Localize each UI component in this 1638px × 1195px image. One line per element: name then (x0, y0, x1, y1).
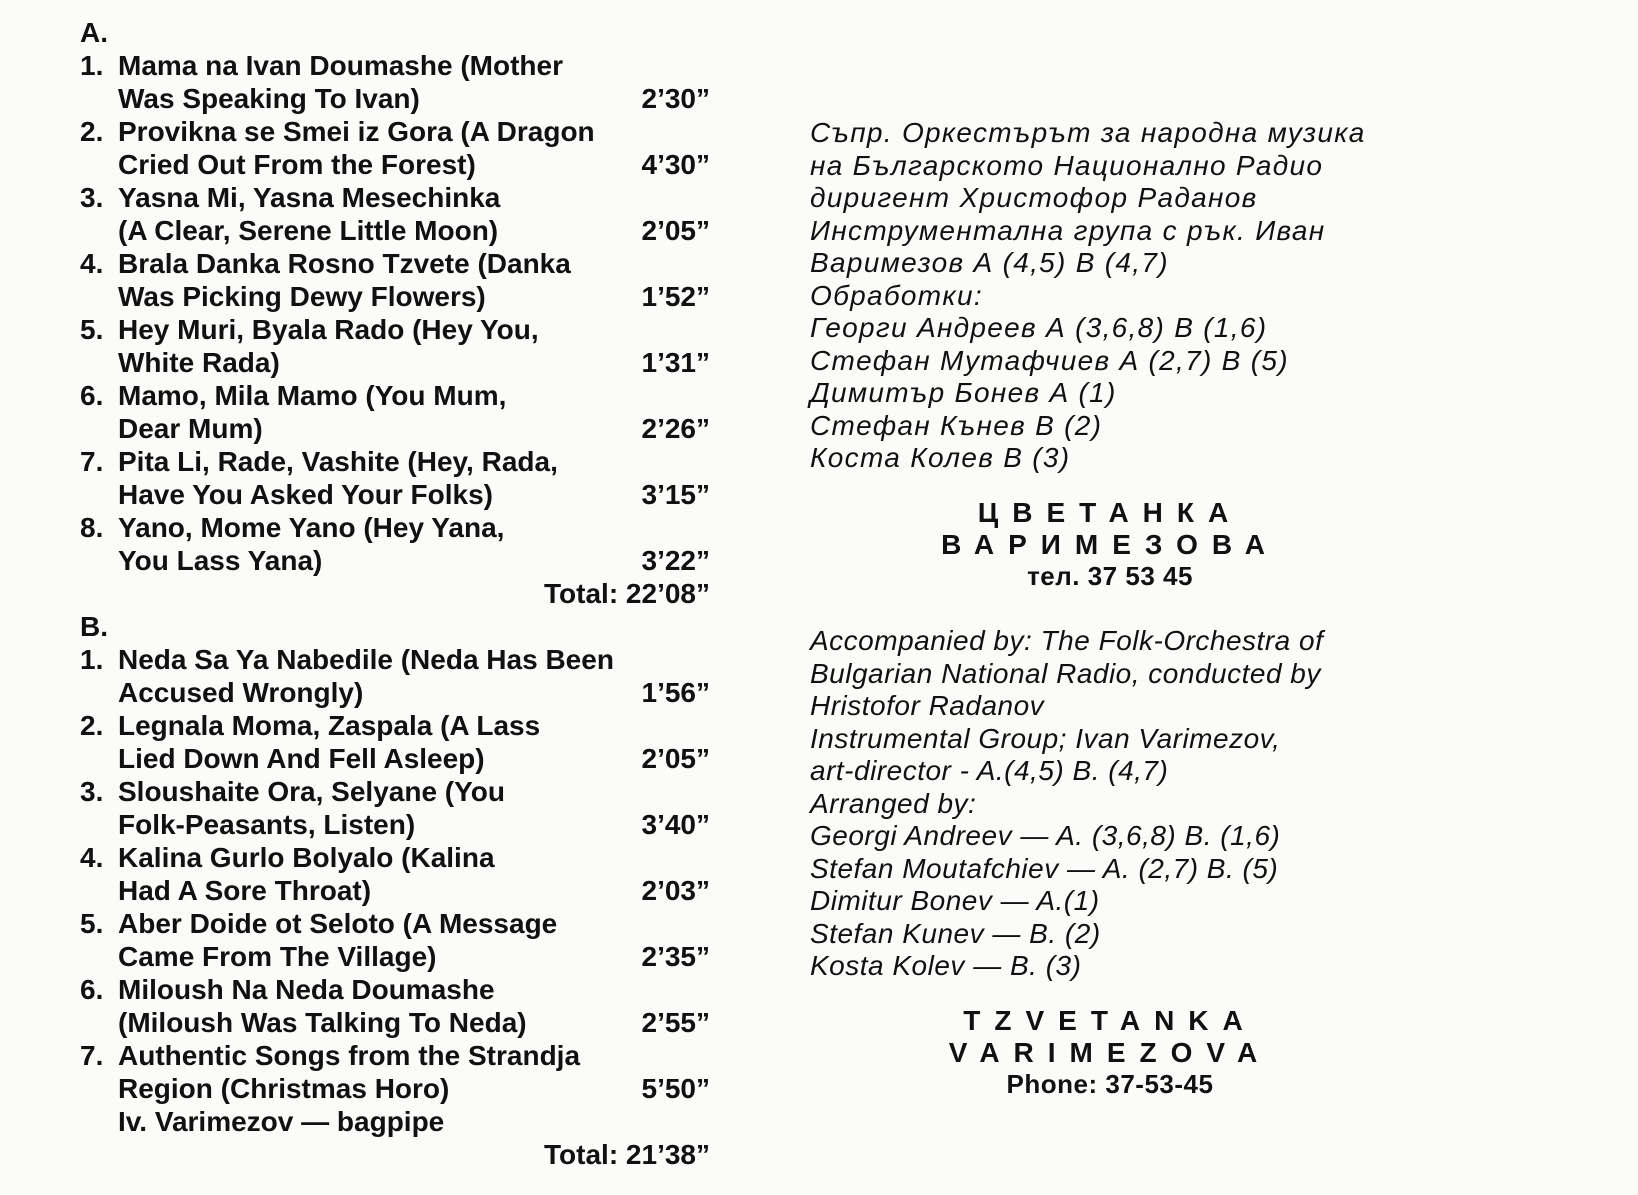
track-number: 1. (80, 644, 104, 675)
track-title-cont: Was Picking Dewy Flowers) (118, 281, 486, 312)
track-number: 5. (80, 908, 104, 939)
track-b2 (80, 709, 710, 775)
track-b7 (80, 1039, 710, 1138)
credit-line: диригент Христофор Раданов (810, 182, 1258, 213)
credit-line: на Българското Национално Радио (810, 149, 1324, 181)
side-b-label: B. (80, 611, 108, 642)
track-duration: 2’05” (641, 215, 710, 246)
track-a5 (80, 313, 710, 379)
track-a8 (80, 511, 710, 577)
track-duration: 2’26” (641, 413, 710, 444)
track-title-cont: (Miloush Was Talking To Neda) (118, 1007, 527, 1038)
track-title-cont: Folk-Peasants, Listen) (118, 809, 416, 840)
credit-line: Bulgarian National Radio, conducted by (810, 657, 1321, 689)
track-title-cont: Have You Asked Your Folks) (118, 479, 494, 510)
track-duration: 2’05” (641, 743, 710, 774)
track-title: Legnala Moma, Zaspala (A Lass (118, 710, 541, 741)
track-duration: 2’55” (641, 1007, 710, 1038)
track-title-cont: Had A Sore Throat) (118, 875, 372, 906)
track-title-cont: (A Clear, Serene Little Moon) (118, 215, 499, 246)
credit-line: Stefan Moutafchiev — A. (2,7) B. (5) (810, 852, 1279, 884)
track-duration: 3’22” (641, 545, 710, 576)
credit-line: Обработки: (810, 279, 983, 311)
track-number: 2. (80, 710, 104, 741)
credit-line: Коста Колев В (3) (810, 442, 1071, 473)
track-title: Yano, Mome Yano (Hey Yana, (118, 512, 505, 543)
track-b6 (80, 973, 710, 1039)
side-b-tracks (80, 643, 710, 1138)
track-duration: 3’15” (641, 479, 710, 510)
credit-line: Arranged by: (810, 787, 977, 819)
track-number: 3. (80, 182, 104, 213)
artist-block-english (810, 1005, 1410, 1100)
track-title-cont: Dear Mum) (118, 413, 263, 444)
track-title-cont: Cried Out From the Forest) (118, 149, 476, 180)
track-b5 (80, 907, 710, 973)
track-title: Kalina Gurlo Bolyalo (Kalina (118, 842, 495, 873)
track-title-cont: Accused Wrongly) (118, 677, 364, 708)
track-a6 (80, 379, 710, 445)
track-title: Mamo, Mila Mamo (You Mum, (118, 380, 507, 411)
track-a2 (80, 115, 710, 181)
side-a-tracks (80, 49, 710, 577)
credit-line: Georgi Andreev — A. (3,6,8) B. (1,6) (810, 820, 1281, 851)
tracklist (80, 16, 710, 1171)
credit-line: Димитър Бонев А (1) (810, 377, 1117, 408)
track-a4 (80, 247, 710, 313)
artist-name: ЦВЕТАНКА ВАРИМЕЗОВА (941, 497, 1279, 560)
track-duration: 5’50” (641, 1073, 710, 1104)
track-number: 5. (80, 314, 104, 345)
credit-line: Kosta Kolev — B. (3) (810, 950, 1082, 981)
credit-line: Hristofor Radanov (810, 690, 1045, 721)
credit-line: Accompanied by: The Folk-Orchestra of (810, 625, 1324, 656)
track-b1 (80, 643, 710, 709)
track-number: 7. (80, 1040, 104, 1071)
track-title-cont: Lied Down And Fell Asleep) (118, 743, 485, 774)
track-title-cont: You Lass Yana) (118, 545, 323, 576)
track-title: Pita Li, Rade, Vashite (Hey, Rada, (118, 446, 558, 477)
artist-phone: тел. 37 53 45 (1027, 561, 1193, 591)
track-a7 (80, 445, 710, 511)
track-title: Sloushaite Ora, Selyane (You (118, 776, 505, 807)
side-a-total: Total: 22’08” (544, 578, 710, 609)
artist-name: TZVETANKA VARIMEZOVA (948, 1005, 1272, 1068)
artist-block-bulgarian (810, 497, 1410, 592)
credit-line: Съпр. Оркестърът за народна музика (810, 117, 1366, 148)
track-title: Authentic Songs from the Strandja (118, 1040, 581, 1071)
track-b4 (80, 841, 710, 907)
track-a1 (80, 49, 710, 115)
artist-phone: Phone: 37-53-45 (1006, 1069, 1214, 1099)
track-title: Miloush Na Neda Doumashe (118, 974, 495, 1005)
track-duration: 1’31” (641, 347, 710, 378)
track-duration: 2’30” (641, 83, 710, 114)
credit-line: Георги Андреев А (3,6,8) В (1,6) (810, 312, 1268, 343)
track-number: 3. (80, 776, 104, 807)
credit-line: Instrumental Group; Ivan Varimezov, (810, 722, 1281, 754)
track-title: Hey Muri, Byala Rado (Hey You, (118, 314, 539, 345)
credit-line: Стефан Мутафчиев А (2,7) В (5) (810, 344, 1289, 376)
track-title-cont: Region (Christmas Horo) (118, 1073, 450, 1104)
track-number: 4. (80, 248, 104, 279)
track-duration: 1’52” (641, 281, 710, 312)
track-title: Yasna Mi, Yasna Mesechinka (118, 182, 501, 213)
side-b-total: Total: 21’38” (544, 1139, 710, 1170)
track-b3 (80, 775, 710, 841)
credit-line: Stefan Kunev — B. (2) (810, 917, 1101, 949)
credit-line: art-director - A.(4,5) B. (4,7) (810, 755, 1169, 786)
credit-line: Варимезов А (4,5) В (4,7) (810, 247, 1169, 278)
credit-line: Инструментална група с рък. Иван (810, 214, 1326, 246)
track-title: Brala Danka Rosno Tzvete (Danka (118, 248, 571, 279)
track-title-cont: Was Speaking To Ivan) (118, 83, 420, 114)
credit-line: Dimitur Bonev — A.(1) (810, 885, 1100, 916)
side-a-label: A. (80, 17, 108, 48)
track-number: 8. (80, 512, 104, 543)
track-title: Provikna se Smei iz Gora (A Dragon (118, 116, 595, 147)
track-title: Neda Sa Ya Nabedile (Neda Has Been (118, 644, 614, 675)
track-duration: 2’35” (641, 941, 710, 972)
credits-bulgarian (810, 117, 1450, 475)
track-number: 1. (80, 50, 104, 81)
track-performer-note: Iv. Varimezov — bagpipe (118, 1106, 445, 1137)
track-title-cont: White Rada) (118, 347, 280, 378)
track-number: 4. (80, 842, 104, 873)
credit-line: Стефан Кънев В (2) (810, 409, 1103, 441)
track-duration: 2’03” (641, 875, 710, 906)
track-title: Mama na Ivan Doumashe (Mother (118, 50, 563, 81)
track-number: 2. (80, 116, 104, 147)
track-duration: 1’56” (641, 677, 710, 708)
track-number: 7. (80, 446, 104, 477)
track-duration: 4’30” (641, 149, 710, 180)
track-title: Aber Doide ot Seloto (A Message (118, 908, 558, 939)
track-number: 6. (80, 974, 104, 1005)
track-duration: 3’40” (641, 809, 710, 840)
track-a3 (80, 181, 710, 247)
track-number: 6. (80, 380, 104, 411)
track-title-cont: Came From The Village) (118, 941, 437, 972)
credits-english (810, 625, 1450, 983)
